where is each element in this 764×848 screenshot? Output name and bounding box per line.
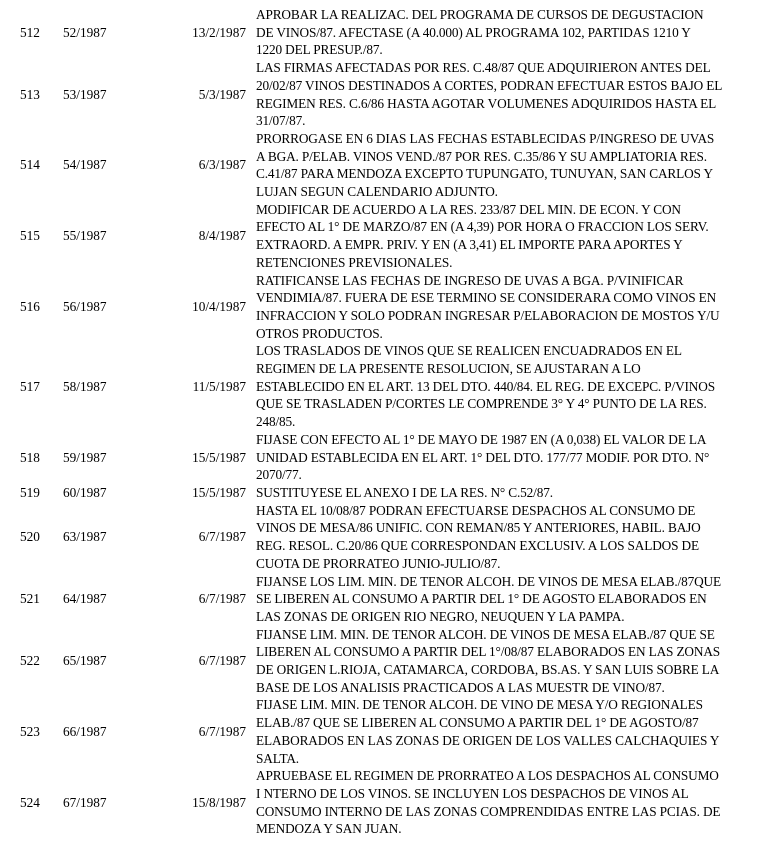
description-line: REGIMEN DE LA PRESENTE RESOLUCION, SE AJUSTARAN A LO <box>256 361 641 377</box>
row-number: 524 <box>20 794 40 810</box>
description-line: 2070/77. <box>256 467 302 483</box>
description-line: LIBEREN AL CONSUMO A PARTIR DEL 1°/08/87 ELABORADOS EN LAS ZONAS <box>256 644 721 660</box>
resolution-description <box>256 573 756 626</box>
resolution-date: 6/3/1987 <box>198 157 246 173</box>
resolution-description <box>256 342 756 431</box>
description-line: APROBAR LA REALIZAC. DEL PROGRAMA DE CURSOS DE DEGUSTACION <box>256 7 704 22</box>
resolution-number: 63/1987 <box>63 529 107 545</box>
resolution-number: 52/1987 <box>63 24 107 40</box>
description-line: CUOTA DE PRORRATEO JUNIO-JULIO/87. <box>256 555 501 571</box>
table-row <box>0 696 764 767</box>
resolution-number: 66/1987 <box>63 723 107 739</box>
resolution-number: 67/1987 <box>63 794 107 810</box>
description-line: SE LIBEREN AL CONSUMO A PARTIR DEL 1° DE AGOSTO ELABORADOS EN <box>256 591 707 607</box>
description-line: BASE DE LOS ANALISIS PRACTICADOS A LAS MUESTR DE VINO/87. <box>256 679 665 695</box>
description-line: EFECTO AL 1° DE MARZO/87 EN (A 4,39) POR HORA O FRACCION LOS SERV. <box>256 219 709 235</box>
description-line: SUSTITUYESE EL ANEXO I DE LA RES. N° C.52/87. <box>256 484 553 500</box>
resolution-date: 10/4/1987 <box>192 299 246 315</box>
resolution-date: 8/4/1987 <box>198 228 246 244</box>
resolution-date: 15/5/1987 <box>192 449 246 465</box>
description-line: 20/02/87 VINOS DESTINADOS A CORTES, PODRAN EFECTUAR ESTOS BAJO EL <box>256 77 723 93</box>
description-line: PRORROGASE EN 6 DIAS LAS FECHAS ESTABLECIDAS P/INGRESO DE UVAS <box>256 130 715 146</box>
description-line: SALTA. <box>256 750 299 766</box>
resolution-number: 55/1987 <box>63 228 107 244</box>
description-line: FIJASE LIM. MIN. DE TENOR ALCOH. DE VINO DE MESA Y/O REGIONALES <box>256 697 703 713</box>
description-line: LUJAN SEGUN CALENDARIO ADJUNTO. <box>256 184 498 200</box>
resolution-date: 15/5/1987 <box>192 484 246 500</box>
description-line: OTROS PRODUCTOS. <box>256 325 383 341</box>
table-row <box>0 59 764 130</box>
resolution-date: 6/7/1987 <box>198 529 246 545</box>
table-row <box>0 342 764 431</box>
table-row <box>0 502 764 573</box>
description-line: UNIDAD ESTABLECIDA EN EL ART. 1° DEL DTO. 177/77 MODIF. POR DTO. N° <box>256 449 710 465</box>
description-line: 248/85. <box>256 414 296 430</box>
table-row <box>0 431 764 484</box>
resolution-description <box>256 696 756 767</box>
resolution-number: 65/1987 <box>63 653 107 669</box>
description-line: MODIFICAR DE ACUERDO A LA RES. 233/87 DEL MIN. DE ECON. Y CON <box>256 201 681 217</box>
resolution-number: 58/1987 <box>63 378 107 394</box>
resolution-number: 59/1987 <box>63 449 107 465</box>
table-row <box>0 573 764 626</box>
resolution-date: 13/2/1987 <box>192 24 246 40</box>
resolution-date: 6/7/1987 <box>198 723 246 739</box>
description-line: VINOS DE MESA/86 UNIFIC. CON REMAN/85 Y ANTERIORES, HABIL. BAJO <box>256 520 701 536</box>
description-line: FIJANSE LIM. MIN. DE TENOR ALCOH. DE VINOS DE MESA ELAB./87 QUE SE <box>256 626 715 642</box>
row-number: 520 <box>20 529 40 545</box>
resolution-description <box>256 272 756 343</box>
row-number: 522 <box>20 653 40 669</box>
resolution-date: 5/3/1987 <box>198 86 246 102</box>
description-line: I NTERNO DE LOS VINOS. SE INCLUYEN LOS DESPACHOS DE VINOS AL <box>256 785 689 801</box>
description-line: DE ORIGEN L.RIOJA, CATAMARCA, CORDOBA, BS.AS. Y SAN LUIS SOBRE LA <box>256 662 720 678</box>
table-row <box>0 767 764 838</box>
description-line: EXTRAORD. A EMPR. PRIV. Y EN (A 3,41) EL IMPORTE PARA APORTES Y <box>256 237 683 253</box>
resolution-number: 56/1987 <box>63 299 107 315</box>
description-line: CONSUMO INTERNO DE LAS ZONAS COMPRENDIDAS ENTRE LAS PCIAS. DE <box>256 803 721 819</box>
description-line: FIJANSE LOS LIM. MIN. DE TENOR ALCOH. DE VINOS DE MESA ELAB./87QUE <box>256 573 721 589</box>
row-number: 517 <box>20 378 40 394</box>
row-number: 513 <box>20 86 40 102</box>
row-number: 519 <box>20 484 40 500</box>
resolution-number: 64/1987 <box>63 591 107 607</box>
description-line: FIJASE CON EFECTO AL 1° DE MAYO DE 1987 EN (A 0,038) EL VALOR DE LA <box>256 431 707 447</box>
resolution-description <box>256 767 756 838</box>
description-line: INFRACCION Y SOLO PODRAN INGRESAR P/ELABORACION DE MOSTOS Y/U <box>256 307 720 323</box>
resolution-number: 53/1987 <box>63 86 107 102</box>
resolution-date: 6/7/1987 <box>198 653 246 669</box>
row-number: 521 <box>20 591 40 607</box>
description-line: ELABORADOS EN LAS ZONAS DE ORIGEN DE LOS VALLES CALCHAQUIES Y <box>256 732 720 748</box>
row-number: 523 <box>20 723 40 739</box>
resolution-description <box>256 626 756 697</box>
resolution-description <box>256 502 756 573</box>
table-row <box>0 130 764 201</box>
row-number: 514 <box>20 157 40 173</box>
table-row <box>0 484 764 502</box>
row-number: 515 <box>20 228 40 244</box>
resolution-description <box>256 130 756 201</box>
resolution-number: 54/1987 <box>63 157 107 173</box>
description-line: REGIMEN RES. C.6/86 HASTA AGOTAR VOLUMENES ADQUIRIDOS HASTA EL <box>256 95 717 111</box>
description-line: ESTABLECIDO EN EL ART. 13 DEL DTO. 440/84. EL REG. DE EXCEPC. P/VINOS <box>256 378 715 394</box>
description-line: MENDOZA Y SAN JUAN. <box>256 821 402 837</box>
description-line: LOS TRASLADOS DE VINOS QUE SE REALICEN ENCUADRADOS EN EL <box>256 343 682 359</box>
row-number: 516 <box>20 299 40 315</box>
description-line: C.41/87 PARA MENDOZA EXCEPTO TUPUNGATO, TUNUYAN, SAN CARLOS Y <box>256 166 713 182</box>
table-row <box>0 6 764 59</box>
description-line: HASTA EL 10/08/87 PODRAN EFECTUARSE DESPACHOS AL CONSUMO DE <box>256 502 696 518</box>
description-line: REG. RESOL. C.20/86 QUE CORRESPONDAN EXCLUSIV. A LOS SALDOS DE <box>256 538 699 554</box>
resolutions-table <box>0 6 764 838</box>
resolution-description <box>256 6 756 59</box>
description-line: ELAB./87 QUE SE LIBEREN AL CONSUMO A PARTIR DEL 1° DE AGOSTO/87 <box>256 715 699 731</box>
resolution-number: 60/1987 <box>63 484 107 500</box>
description-line: RETENCIONES PREVISIONALES. <box>256 254 453 270</box>
description-line: 31/07/87. <box>256 113 306 129</box>
resolution-description <box>256 484 756 502</box>
row-number: 518 <box>20 449 40 465</box>
resolution-description <box>256 431 756 484</box>
description-line: DE VINOS/87. AFECTASE (A 40.000) AL PROGRAMA 102, PARTIDAS 1210 Y <box>256 24 691 40</box>
row-number: 512 <box>20 24 40 40</box>
resolution-date: 11/5/1987 <box>192 378 246 394</box>
description-line: QUE SE TRASLADEN P/CORTES LE COMPRENDE 3° Y 4° PUNTO DE LA RES. <box>256 396 707 412</box>
description-line: VENDIMIA/87. FUERA DE ESE TERMINO SE CONSIDERARA COMO VINOS EN <box>256 290 717 306</box>
table-row <box>0 626 764 697</box>
description-line: A BGA. P/ELAB. VINOS VEND./87 POR RES. C.35/86 Y SU AMPLIATORIA RES. <box>256 148 707 164</box>
description-line: LAS FIRMAS AFECTADAS POR RES. C.48/87 QUE ADQUIRIERON ANTES DEL <box>256 60 711 76</box>
description-line: RATIFICANSE LAS FECHAS DE INGRESO DE UVAS A BGA. P/VINIFICAR <box>256 272 684 288</box>
resolution-description <box>256 59 756 130</box>
table-row <box>0 201 764 272</box>
resolution-description <box>256 201 756 272</box>
description-line: APRUEBASE EL REGIMEN DE PRORRATEO A LOS DESPACHOS AL CONSUMO <box>256 768 719 784</box>
description-line: 1220 DEL PRESUP./87. <box>256 42 383 58</box>
description-line: LAS ZONAS DE ORIGEN RIO NEGRO, NEUQUEN Y LA PAMPA. <box>256 608 625 624</box>
table-row <box>0 272 764 343</box>
resolution-date: 15/8/1987 <box>192 794 246 810</box>
resolution-date: 6/7/1987 <box>198 591 246 607</box>
